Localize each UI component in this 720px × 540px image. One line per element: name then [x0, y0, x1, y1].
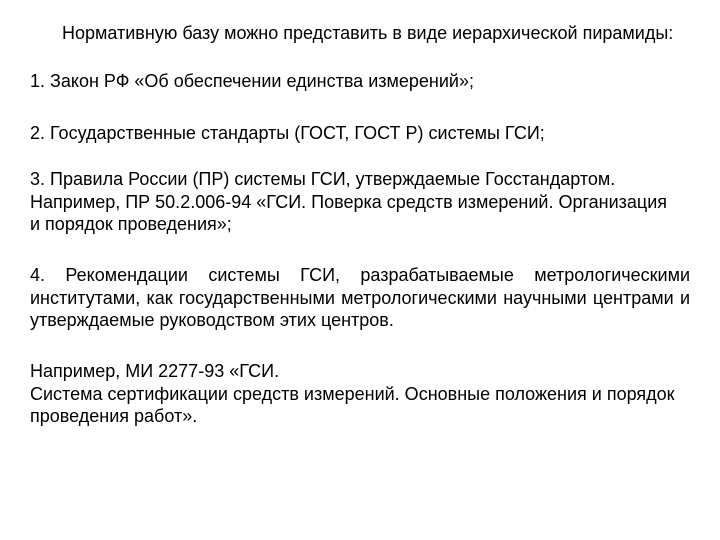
item-1-text: 1. Закон РФ «Об обеспечении единства измерений»; — [30, 71, 474, 91]
example-line-1: Например, МИ 2277-93 «ГСИ. — [30, 361, 280, 381]
item-2 — [30, 122, 690, 145]
intro-text — [62, 22, 720, 45]
item-3-line-1: 3. Правила России (ПР) системы ГСИ, утверждаемые Госстандартом. — [30, 169, 616, 189]
item-3 — [30, 168, 690, 236]
item-3-line-2: Например, ПР 50.2.006-94 «ГСИ. Поверка средств измерений. Организация — [30, 191, 668, 212]
example-line-2: Система сертификации средств измерений. Основные положения и порядок — [30, 383, 675, 404]
example-line-3: проведения работ». — [30, 406, 198, 426]
item-4-text: 4. Рекомендации системы ГСИ, разрабатываемые метрологическими институтами, как государственными метрологическими научными центрами и утверждаемые руководством этих центров. — [30, 265, 690, 330]
example-block — [30, 360, 690, 428]
item-2-text: 2. Государственные стандарты (ГОСТ, ГОСТ Р) системы ГСИ; — [30, 123, 545, 143]
item-3-line-3: и порядок проведения»; — [30, 214, 232, 234]
item-4 — [30, 264, 690, 332]
intro-line: Нормативную базу можно представить в виде иерархической пирамиды: — [62, 23, 674, 43]
item-1 — [30, 70, 690, 93]
